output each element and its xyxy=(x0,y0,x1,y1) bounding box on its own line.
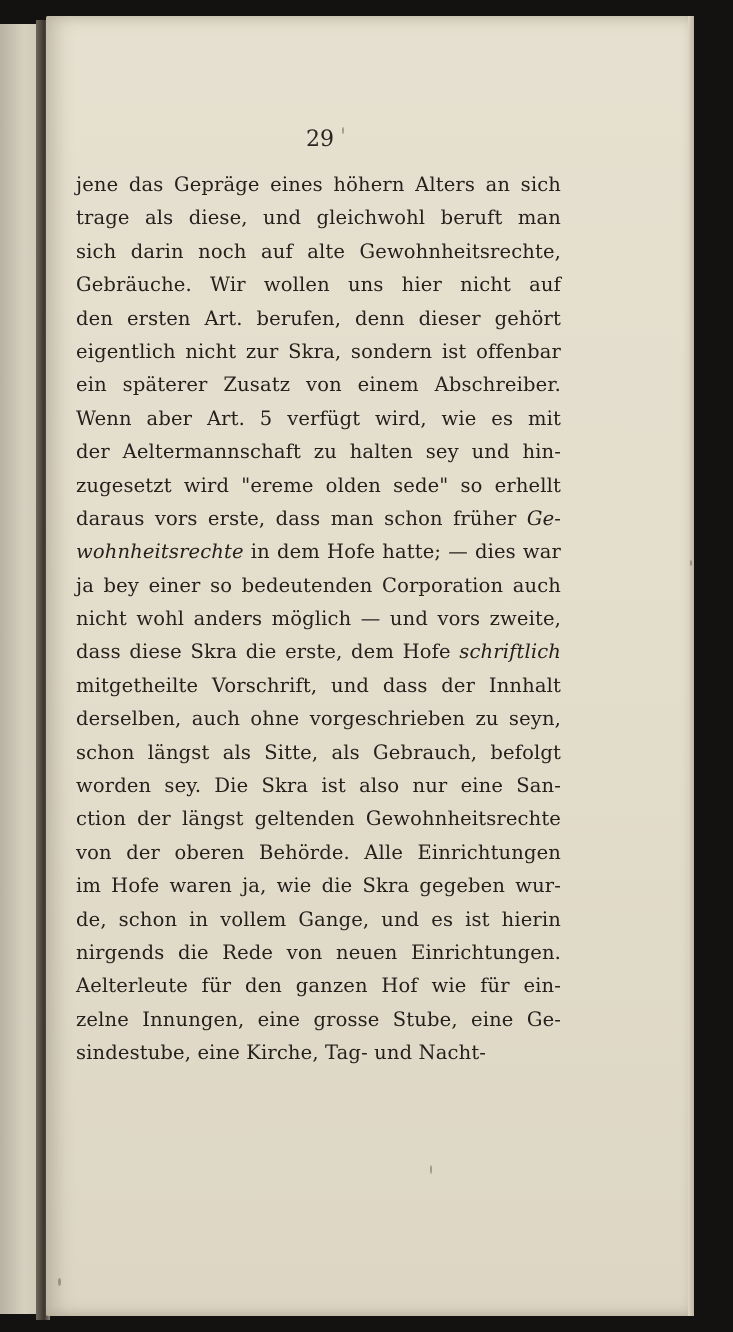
page-number: 29 xyxy=(306,127,334,152)
text-line: zugesetzt wird "ereme olden sede" so erhellt xyxy=(76,473,561,497)
text-line: von der oberen Behörde. Alle Einrichtungen xyxy=(76,840,561,864)
text-line: daraus vors erste, dass man schon früher Ge- xyxy=(76,506,561,530)
text-line: de, schon in vollem Gange, und es ist hierin xyxy=(76,907,561,931)
paper-speck xyxy=(690,560,692,566)
text-line: mitgetheilte Vorschrift, und dass der Innhalt xyxy=(76,673,561,697)
text-line: ction der längst geltenden Gewohnheitsrechte xyxy=(76,807,561,831)
text-line: nicht wohl anders möglich — und vors zweite, xyxy=(76,607,561,631)
paper-speck xyxy=(430,1165,432,1174)
text-line: ja bey einer so bedeutenden Corporation auch xyxy=(76,573,561,597)
text-line: sich darin noch auf alte Gewohnheitsrechte, xyxy=(76,239,561,263)
italic-text: wohnheitsrechte xyxy=(76,540,244,564)
text-line: derselben, auch ohne vorgeschrieben zu seyn, xyxy=(76,707,561,731)
text-line: sindestube, eine Kirche, Tag- und Nacht- xyxy=(76,1041,487,1065)
text-line: den ersten Art. berufen, denn dieser gehört xyxy=(76,306,561,330)
paper-speck xyxy=(342,127,344,134)
text-line: schon längst als Sitte, als Gebrauch, befolgt xyxy=(76,740,561,764)
text-line: Aelterleute für den ganzen Hof wie für ein- xyxy=(76,974,561,998)
text-line: dass diese Skra die erste, dem Hofe schriftlich xyxy=(76,640,561,664)
italic-text: schriftlich xyxy=(459,640,561,664)
text-line: Wenn aber Art. 5 verfügt wird, wie es mit xyxy=(76,406,561,430)
page-edge xyxy=(688,16,694,1316)
italic-text: Ge- xyxy=(526,506,561,530)
text-line: nirgends die Rede von neuen Einrichtungen. xyxy=(76,940,561,964)
text-line: jene das Gepräge eines höhern Alters an sich xyxy=(76,173,561,196)
paper-speck xyxy=(58,1278,61,1286)
text-line: eigentlich nicht zur Skra, sondern ist offenbar xyxy=(76,339,561,363)
text-line: zelne Innungen, eine grosse Stube, eine Ge- xyxy=(76,1007,561,1031)
text-line: der Aeltermannschaft zu halten sey und hin- xyxy=(76,440,561,464)
text-line: worden sey. Die Skra ist also nur eine San- xyxy=(76,774,561,798)
page-text xyxy=(76,168,561,1070)
text-line: trage als diese, und gleichwohl beruft man xyxy=(76,206,561,230)
text-line: wohnheitsrechte in dem Hofe hatte; — dies war xyxy=(76,540,561,564)
text-line: ein späterer Zusatz von einem Abschreiber. xyxy=(76,373,561,397)
text-line: Gebräuche. Wir wollen uns hier nicht auf xyxy=(76,273,561,297)
text-line: im Hofe waren ja, wie die Skra gegeben wur- xyxy=(76,874,561,898)
